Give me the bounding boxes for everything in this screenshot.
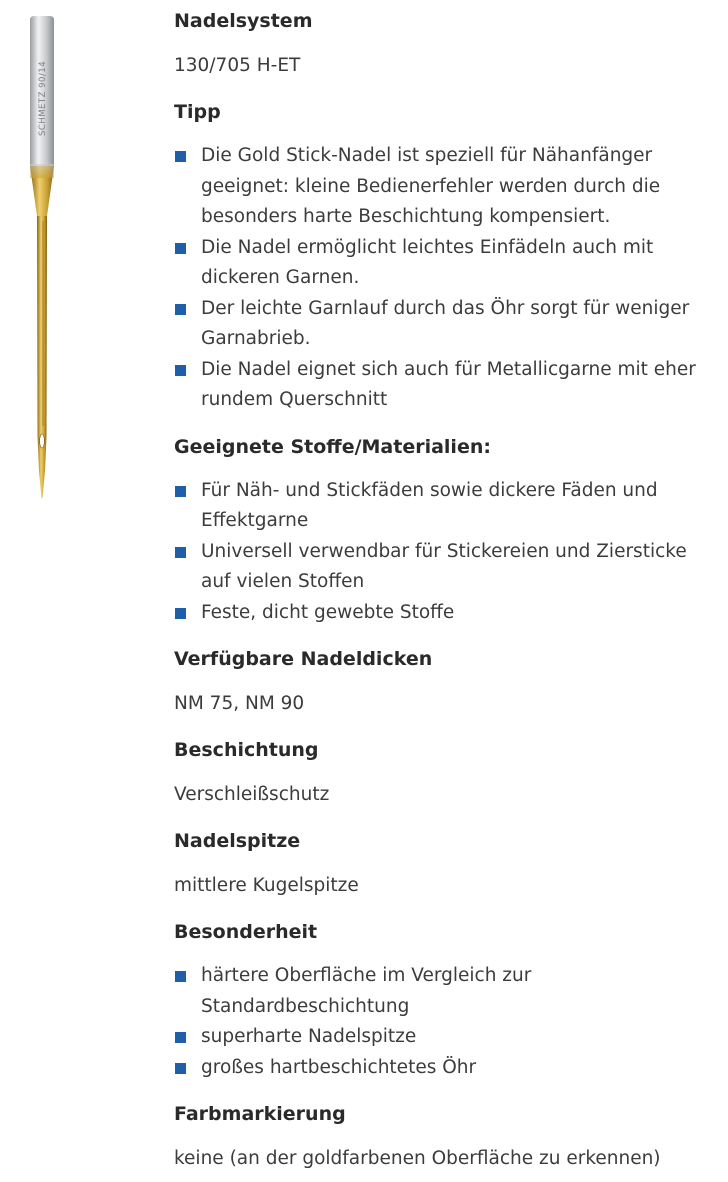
bullet-square-icon xyxy=(175,365,186,376)
value-nadelspitze: mittlere Kugelspitze xyxy=(174,875,359,896)
value-farbmarkierung: keine (an der goldfarbenen Oberfläche zu erkennen) xyxy=(174,1148,661,1169)
list-item xyxy=(174,141,719,233)
value-nadelsystem: 130/705 H-ET xyxy=(174,55,301,76)
list-item-text: härtere Oberfläche im Vergleich zur Standardbeschichtung xyxy=(201,965,532,1017)
list-item xyxy=(174,1022,719,1053)
list-tipp xyxy=(174,141,719,416)
list-item xyxy=(174,961,719,1022)
list-item xyxy=(174,233,719,294)
list-item xyxy=(174,1053,719,1084)
list-item xyxy=(174,476,719,537)
heading-besonderheit: Besonderheit xyxy=(174,921,318,943)
bullet-square-icon xyxy=(175,151,186,162)
list-item xyxy=(174,355,719,416)
bullet-square-icon xyxy=(175,486,186,497)
sewing-needle-illustration xyxy=(22,16,62,506)
bullet-square-icon xyxy=(175,1032,186,1043)
value-beschichtung: Verschleißschutz xyxy=(174,784,330,805)
list-item-text: Die Nadel eignet sich auch für Metallicgarne mit eher rundem Querschnitt xyxy=(201,358,696,410)
product-details xyxy=(174,8,719,1172)
heading-nadelsystem: Nadelsystem xyxy=(174,10,313,32)
heading-nadeldicken: Verfügbare Nadeldicken xyxy=(174,648,433,670)
list-item-text: Der leichte Garnlauf durch das Öhr sorgt für weniger Garnabrieb. xyxy=(201,297,690,349)
heading-beschichtung: Beschichtung xyxy=(174,739,319,761)
list-besonderheit xyxy=(174,961,719,1083)
list-item-text: superharte Nadelspitze xyxy=(201,1026,417,1047)
bullet-square-icon xyxy=(175,304,186,315)
heading-farbmarkierung: Farbmarkierung xyxy=(174,1103,346,1125)
bullet-square-icon xyxy=(175,971,186,982)
list-item-text: Die Gold Stick-Nadel ist speziell für Nähanfänger geeignet: kleine Bedienerfehler werden durch die besonders harte Beschichtung kompensiert. xyxy=(201,145,661,227)
heading-stoffe: Geeignete Stoffe/Materialien: xyxy=(174,435,491,458)
needle-brand-imprint: SCHMETZ 90/14 xyxy=(38,60,48,136)
list-item xyxy=(174,537,719,598)
list-item xyxy=(174,598,719,629)
list-item-text: Die Nadel ermöglicht leichtes Einfädeln auch mit dickeren Garnen. xyxy=(201,236,654,288)
bullet-square-icon xyxy=(175,1063,186,1074)
list-item-text: großes hartbeschichtetes Öhr xyxy=(201,1056,477,1078)
heading-nadelspitze: Nadelspitze xyxy=(174,830,301,852)
value-nadeldicken: NM 75, NM 90 xyxy=(174,693,305,714)
heading-tipp: Tipp xyxy=(174,101,221,123)
bullet-square-icon xyxy=(175,243,186,254)
list-item-text: Für Näh- und Stickfäden sowie dickere Fäden und Effektgarne xyxy=(201,479,658,531)
list-item-text: Feste, dicht gewebte Stoffe xyxy=(201,601,455,623)
needle-image xyxy=(22,16,62,506)
bullet-square-icon xyxy=(175,547,186,558)
list-stoffe xyxy=(174,476,719,629)
bullet-square-icon xyxy=(175,608,186,619)
list-item-text: Universell verwendbar für Stickereien und Ziersticke auf vielen Stoffen xyxy=(201,540,687,592)
list-item xyxy=(174,294,719,355)
